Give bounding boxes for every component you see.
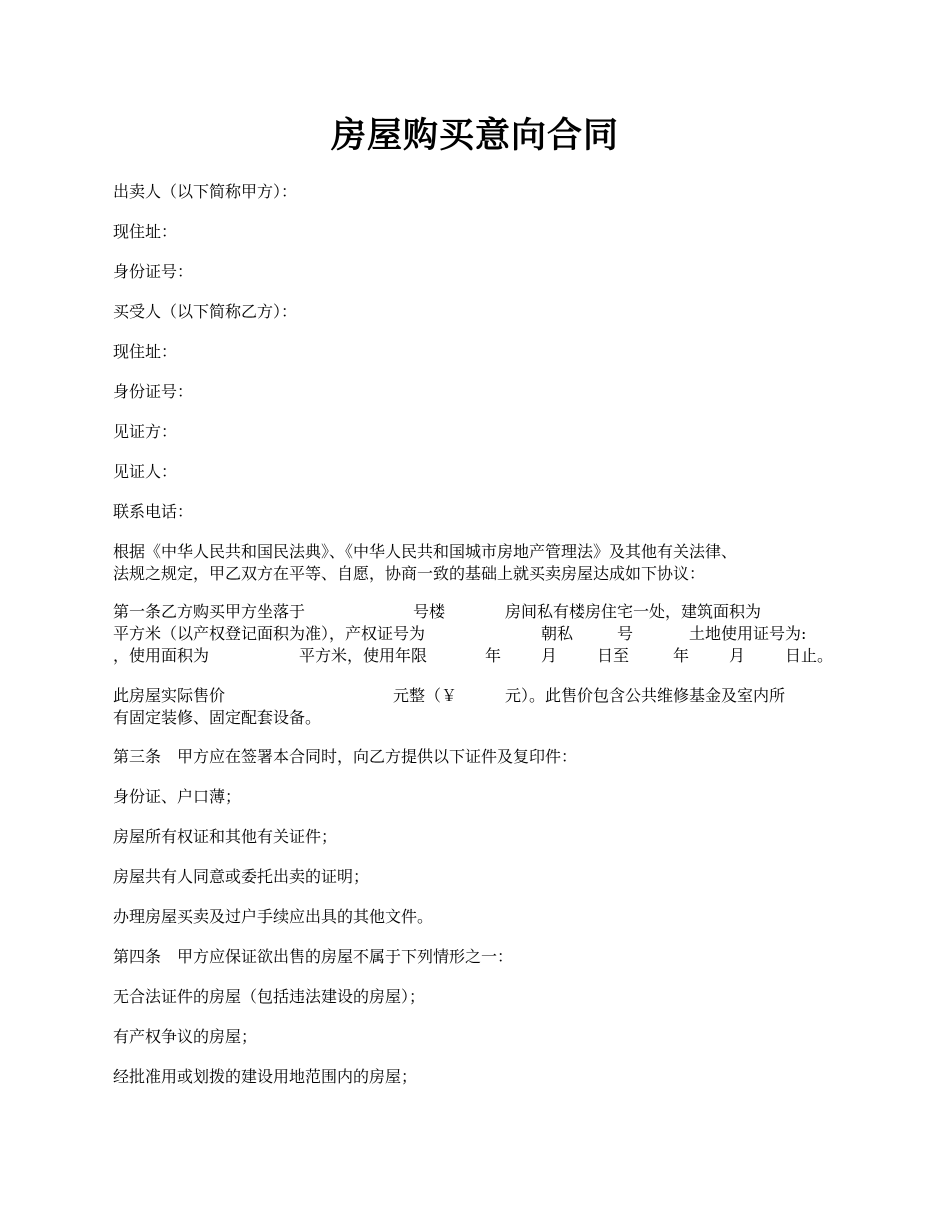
seller-id-label: 身份证号：	[113, 262, 194, 281]
article-3-heading: 第三条 甲方应在签署本合同时，向乙方提供以下证件及复印件：	[113, 747, 578, 766]
article-1-text: 年	[485, 646, 502, 665]
price-text: 有固定装修、固定配套设备。	[113, 708, 322, 727]
article-1-text: 土地使用证号为:	[689, 624, 807, 643]
article-1-text: 朝私	[541, 624, 574, 643]
buyer-address-label: 现住址：	[113, 342, 178, 361]
article-1-text: 年	[673, 646, 690, 665]
article-1-text: 月	[541, 646, 558, 665]
article-4-item: 无合法证件的房屋（包括违法建设的房屋）；	[113, 987, 426, 1006]
article-1-text: 平方米（以产权登记面积为准），产权证号为	[113, 624, 426, 643]
phone-label: 联系电话：	[113, 502, 194, 521]
preamble-paragraph	[113, 541, 853, 585]
article-1-text: 平方米，使用年限	[299, 646, 428, 665]
article-1-text: 号楼	[413, 602, 446, 621]
buyer-id-label: 身份证号：	[113, 382, 194, 401]
price-text: 元整（￥	[393, 686, 458, 705]
article-4-heading: 第四条 甲方应保证欲出售的房屋不属于下列情形之一：	[113, 947, 514, 966]
seller-address-label: 现住址：	[113, 222, 178, 241]
article-3-item: 房屋共有人同意或委托出卖的证明；	[113, 867, 370, 886]
preamble-line: 法规之规定，甲乙双方在平等、自愿，协商一致的基础上就买卖房屋达成如下协议：	[113, 564, 706, 583]
price-text: 元）。此售价包含公共维修基金及室内所	[505, 686, 786, 705]
article-3-item: 身份证、户口薄；	[113, 787, 242, 806]
witness-person-label: 见证人：	[113, 462, 178, 481]
article-4-item: 经批准用或划拨的建设用地范围内的房屋；	[113, 1067, 418, 1086]
preamble-line: 根据《中华人民共和国民法典》、《中华人民共和国城市房地产管理法》及其他有关法律、	[113, 542, 738, 561]
seller-label: 出卖人（以下简称甲方）：	[113, 182, 298, 201]
article-3-item: 办理房屋买卖及过户手续应出具的其他文件。	[113, 907, 434, 926]
price-text: 此房屋实际售价	[113, 686, 226, 705]
article-1-text: 月	[729, 646, 746, 665]
article-1-text: 第一条乙方购买甲方坐落于	[113, 602, 306, 621]
article-4-item: 有产权争议的房屋；	[113, 1027, 258, 1046]
article-1-text: 号	[617, 624, 634, 643]
witness-party-label: 见证方：	[113, 422, 178, 441]
article-1-text: 日止。	[785, 646, 834, 665]
document-title: 房屋购买意向合同	[330, 115, 619, 156]
article-1-text: 房间私有楼房住宅一处，建筑面积为	[505, 602, 762, 621]
article-3-item: 房屋所有权证和其他有关证件；	[113, 827, 338, 846]
article-1-text: ，使用面积为	[113, 646, 210, 665]
article-1-text: 日至	[597, 646, 630, 665]
buyer-label: 买受人（以下简称乙方）：	[113, 302, 298, 321]
